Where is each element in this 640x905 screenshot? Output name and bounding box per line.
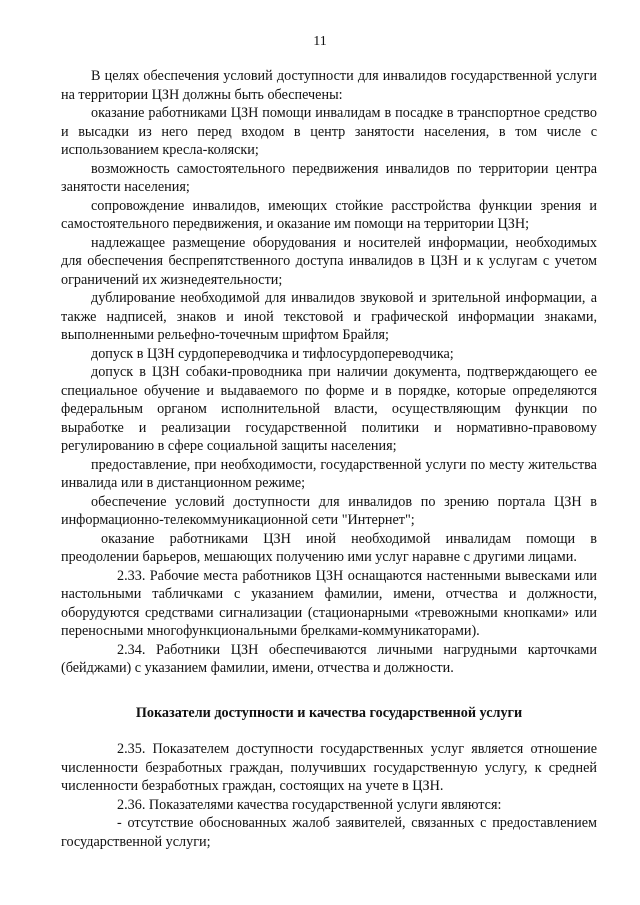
list-item-braille-duplication: дублирование необходимой для инвалидов звуковой и зрительной информации, а также надписей, знаков и иной текстовой и графической информации знаками, выполненными рельефно-точечным шрифтом Брайля;: [61, 290, 597, 343]
paragraph-2-33: 2.33. Рабочие места работников ЦЗН оснащаются настенными вывесками или настольными табличками с указанием фамилии, имени, отчества и должности, оборудуются средствами сигнализации (стационарными «тревожными кнопками» или переносными многофункциональными брелками-коммуникаторами).: [61, 567, 597, 639]
paragraph-2-36: 2.36. Показателями качества государственной услуги являются:: [117, 796, 502, 813]
page-number: 11: [313, 34, 327, 49]
list-item-no-complaints: - отсутствие обоснованных жалоб заявителей, связанных с предоставлением государственной услуги;: [61, 815, 597, 850]
list-item-guide-dog-access: допуск в ЦЗН собаки-проводника при наличии документа, подтверждающего ее специальное обучение и выдаваемого по форме и в порядке, которые определяются федеральным органом исполнительной власти, осуществляющим функции по выработке и реализации государственной политики и нормативно-правовому регулированию в сфере социальной защиты населения;: [61, 364, 597, 454]
list-item-escort: сопровождение инвалидов, имеющих стойкие расстройства функции зрения и самостоятельного передвижения, и оказание им помощи на территории ЦЗН;: [61, 197, 597, 232]
list-item-interpreter-access: допуск в ЦЗН сурдопереводчика и тифлосурдопереводчика;: [91, 345, 454, 362]
list-item-remote-service: предоставление, при необходимости, государственной услуги по месту жительства инвалида или в дистанционном режиме;: [61, 456, 597, 491]
section-heading: Показатели доступности и качества государственной услуги: [135, 704, 523, 721]
document-body: [61, 67, 597, 851]
paragraph-intro: В целях обеспечения условий доступности для инвалидов государственной услуги на территории ЦЗН должны быть обеспечены:: [61, 68, 597, 103]
list-item-independent-movement: возможность самостоятельного передвижения инвалидов по территории центра занятости населения;: [61, 160, 597, 195]
paragraph-2-35: 2.35. Показателем доступности государственных услуг является отношение численности безработных граждан, получивших государственную услугу, к средней численности безработных граждан, состоящих на учете в ЦЗН.: [61, 741, 597, 794]
list-item-portal-accessibility: обеспечение условий доступности для инвалидов по зрению портала ЦЗН в информационно-телекоммуникационной сети "Интернет";: [61, 493, 597, 528]
paragraph-2-34: 2.34. Работники ЦЗН обеспечиваются личными нагрудными карточками (бейджами) с указанием фамилии, имени, отчества и должности.: [61, 641, 597, 676]
list-item-equipment-placement: надлежащее размещение оборудования и носителей информации, необходимых для обеспечения беспрепятственного доступа инвалидов в ЦЗН и к услугам с учетом ограничений их жизнедеятельности;: [61, 234, 597, 288]
list-item-other-help: оказание работниками ЦЗН иной необходимой инвалидам помощи в преодолении барьеров, мешающих получению ими услуг наравне с другими лицами.: [61, 530, 597, 565]
list-item-assistance-transport: оказание работниками ЦЗН помощи инвалидам в посадке в транспортное средство и высадки из него перед входом в центр занятости населения, в том числе с использованием кресла-коляски;: [61, 105, 597, 158]
